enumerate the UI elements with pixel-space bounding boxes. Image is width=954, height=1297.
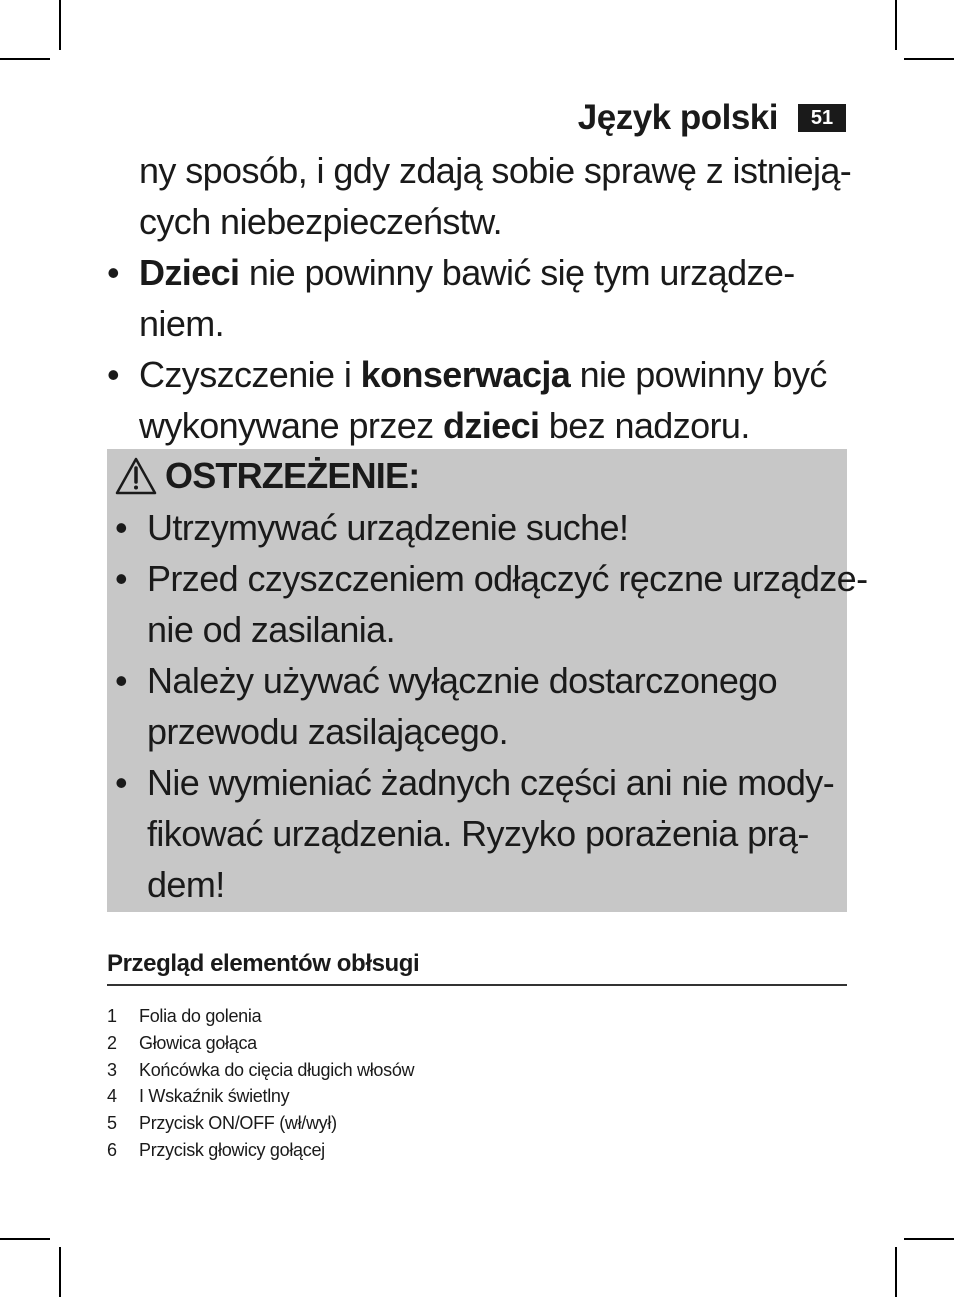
text-span: nie powinny bawić się tym urządze-	[239, 252, 795, 293]
bullet-icon: •	[115, 762, 128, 803]
text-span: Czyszczenie i	[139, 354, 361, 395]
bullet-icon: •	[115, 507, 128, 548]
list-item	[107, 247, 847, 298]
text-span: Należy używać wyłącznie dostarczonego	[147, 660, 778, 701]
text-span: bez nadzoru.	[539, 405, 750, 446]
list-item	[107, 1030, 414, 1057]
warning-triangle-icon	[115, 457, 157, 495]
text-span: nie powinny być	[570, 354, 827, 395]
item-number: 3	[107, 1059, 117, 1080]
list-item	[107, 1003, 414, 1030]
item-label: Folia do golenia	[139, 1006, 262, 1026]
item-number: 4	[107, 1086, 117, 1107]
text-span: wykonywane przez	[139, 405, 443, 446]
bullet-icon: •	[115, 660, 128, 701]
text-line: fikować urządzenia. Ryzyko porażenia prą-	[147, 813, 809, 854]
crop-mark	[895, 1247, 897, 1297]
section-title: Przegląd elementów obłsugi	[107, 950, 847, 986]
crop-mark	[904, 58, 954, 60]
bullet-icon: •	[115, 558, 128, 599]
item-label: Głowica gołąca	[139, 1032, 257, 1053]
text-span: Utrzymywać urządzenie suche!	[147, 507, 629, 548]
warning-list	[115, 502, 867, 910]
text-span: Nie wymieniać żadnych części ani nie mody-	[147, 762, 835, 803]
item-number: 5	[107, 1113, 117, 1134]
list-item	[115, 655, 867, 706]
item-label: Końcówka do cięcia długich włosów	[139, 1059, 415, 1080]
warning-heading	[115, 455, 419, 497]
list-item	[115, 757, 867, 808]
crop-mark	[904, 1238, 954, 1240]
text-line: ny sposób, i gdy zdają sobie sprawę z istnieją-	[139, 150, 852, 191]
page-header	[578, 98, 846, 138]
crop-mark	[59, 1247, 61, 1297]
list-item	[107, 349, 847, 400]
crop-mark	[0, 58, 50, 60]
page-number: 51	[798, 104, 846, 132]
warning-box	[107, 449, 868, 912]
item-number: 1	[107, 1006, 117, 1026]
text-span: Przed czyszczeniem odłączyć ręczne urządze-	[147, 558, 868, 599]
list-item	[107, 1083, 414, 1110]
crop-mark	[0, 1238, 50, 1240]
list-item	[107, 1057, 414, 1084]
text-line: dem!	[147, 864, 225, 905]
controls-list	[107, 1003, 414, 1164]
text-line: nie od zasilania.	[147, 609, 395, 650]
bold-text: Dzieci	[139, 252, 240, 293]
item-label: I Wskaźnik świetlny	[139, 1086, 290, 1107]
crop-mark	[895, 0, 897, 50]
item-number: 6	[107, 1139, 117, 1160]
list-item	[107, 1110, 414, 1137]
item-label: Przycisk ON/OFF (wł/wył)	[139, 1113, 337, 1134]
text-line: cych niebezpieczeństw.	[139, 201, 503, 242]
text-line: przewodu zasilającego.	[147, 711, 509, 752]
list-item	[115, 553, 867, 604]
bold-text: dzieci	[442, 405, 540, 446]
bullet-icon: •	[107, 354, 120, 395]
language-title: Język polski	[577, 98, 778, 137]
text-line	[107, 400, 847, 451]
list-item	[115, 502, 867, 553]
list-item	[107, 1137, 414, 1164]
body-text	[107, 145, 852, 451]
crop-mark	[59, 0, 61, 50]
item-label: Przycisk głowicy gołącej	[139, 1139, 325, 1160]
text-line: niem.	[139, 303, 225, 344]
bullet-icon: •	[107, 252, 120, 293]
warning-title: OSTRZEŻENIE:	[165, 455, 420, 496]
item-number: 2	[107, 1032, 117, 1053]
bold-text: konserwacja	[360, 354, 571, 395]
